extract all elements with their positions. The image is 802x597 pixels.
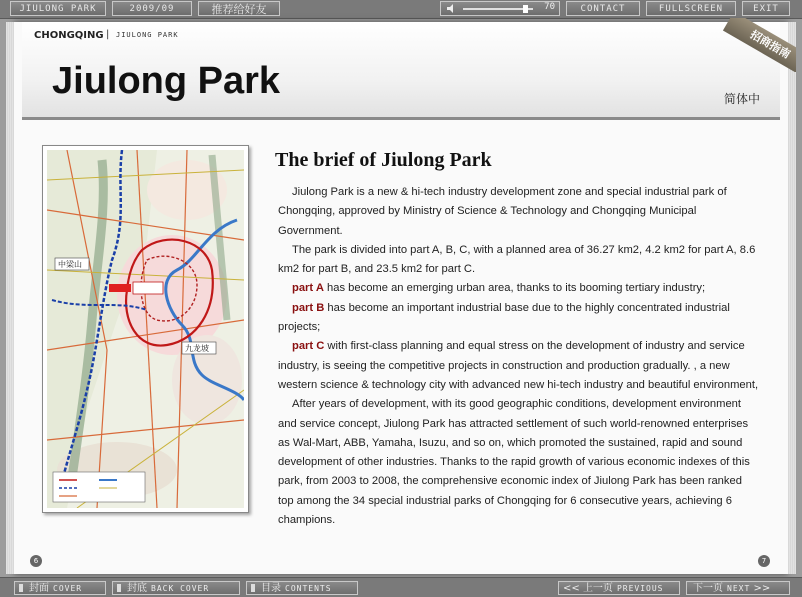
part-a-text: has become an emerging urban area, thanks to its booming tertiary industry;	[323, 282, 706, 295]
cover-label-en: COVER	[53, 584, 83, 593]
bottom-nav-bar	[0, 577, 802, 597]
page-number-left: 6	[30, 555, 42, 567]
chevron-left-icon: <<	[563, 583, 583, 594]
previous-label-en: PREVIOUS	[616, 584, 664, 593]
page-edge-right	[788, 22, 796, 574]
article-heading: The brief of Jiulong Park	[275, 149, 492, 171]
page-number-right: 7	[758, 555, 770, 567]
next-label-en: NEXT	[727, 584, 751, 593]
back-cover-bar-icon	[117, 584, 121, 592]
language-toggle[interactable]: 简体中	[723, 92, 760, 106]
header-divider	[22, 117, 780, 120]
top-nav-bar	[0, 0, 802, 19]
issue-date-button[interactable]: 2009/09	[112, 1, 192, 16]
page-edge-left	[6, 22, 14, 574]
part-c-text: with first-class planning and equal stress on the development of industry and service industry, is seeing the competitive projects in construction and production gradually. , a new western science & technology city with advanced new hi-tech industry and beautiful environment,	[278, 340, 759, 391]
contents-label-cn: 目录	[261, 583, 281, 594]
brand-separator: |	[106, 29, 110, 40]
map-label-jiulongpo: 九龙坡	[185, 344, 209, 353]
contents-button[interactable]	[246, 581, 358, 595]
exit-button[interactable]: EXIT	[742, 1, 790, 16]
volume-control[interactable]	[440, 1, 560, 16]
contents-bar-icon	[251, 584, 255, 592]
paragraph-development: After years of development, with its good geographic conditions, development environment and service concept, Jiulong Park has attracted settlement of such world-renowned enterprises as Wal-Mart, ABB, Yamaha, Isuzu, and so on, which promoted the sustained, rapid and sound development of other industries. Thanks to the rapid growth of various economic indexes of this park, from 2003 to 2008, the comprehensive economic index of Jiulong Park has been ranked top among the 34 special industrial parks of Chongqing for 6 consecutive years, achieving 6 champions.	[278, 398, 750, 527]
back-cover-button[interactable]	[112, 581, 240, 595]
volume-slider-handle[interactable]	[523, 5, 528, 13]
article-body	[278, 183, 760, 530]
map-label-zhongliangshan: 中梁山	[58, 260, 82, 269]
chevron-right-icon: >>	[750, 583, 771, 594]
brand-subtitle: JIULONG PARK	[116, 31, 179, 39]
part-c-label: part C	[292, 340, 325, 353]
paragraph-part-a	[278, 279, 760, 298]
cover-label-cn: 封面	[29, 583, 49, 594]
park-map	[42, 145, 249, 513]
cover-button[interactable]	[14, 581, 106, 595]
previous-label-cn: 上一页	[582, 583, 613, 594]
paragraph-intro: Jiulong Park is a new & hi-tech industry development zone and special industrial park of Chongqing, approved by Ministry of Science & Technology and Chongqing Municipal Government.	[278, 186, 727, 237]
next-label-cn: 下一页	[693, 583, 723, 594]
paragraph-part-b	[278, 299, 760, 338]
volume-value: 70	[544, 2, 555, 12]
back-cover-label-cn: 封底	[127, 583, 147, 594]
contents-label-en: CONTENTS	[285, 584, 332, 593]
part-b-text: has become an important industrial base due to the highly concentrated industrial projects;	[278, 301, 730, 334]
cover-bar-icon	[19, 584, 23, 592]
speaker-icon	[447, 4, 457, 13]
paragraph-parts: The park is divided into part A, B, C, with a planned area of 36.27 km2, 4.2 km2 for part A, 8.6 km2 for part B, and 23.5 km2 for part C.	[278, 243, 756, 276]
part-b-label: part B	[292, 301, 325, 314]
investment-guide-ribbon[interactable]	[716, 18, 796, 72]
map-image	[47, 150, 244, 508]
next-page-button[interactable]	[686, 581, 790, 595]
book-page	[14, 22, 793, 574]
paragraph-part-c	[278, 337, 760, 395]
page-header	[22, 22, 780, 117]
fullscreen-button[interactable]: FULLSCREEN	[646, 1, 736, 16]
jiulong-park-button[interactable]: JIULONG PARK	[10, 1, 106, 16]
part-a-label: part A	[292, 282, 324, 295]
back-cover-label-en: BACK COVER	[151, 584, 210, 593]
page-title: Jiulong Park	[52, 60, 281, 102]
previous-page-button[interactable]	[558, 581, 680, 595]
brand-logo: CHONGQING	[34, 30, 104, 41]
recommend-to-friend-button[interactable]: 推荐给好友	[198, 1, 280, 16]
contact-button[interactable]: CONTACT	[566, 1, 640, 16]
ribbon-label: 招商指南	[723, 18, 796, 72]
